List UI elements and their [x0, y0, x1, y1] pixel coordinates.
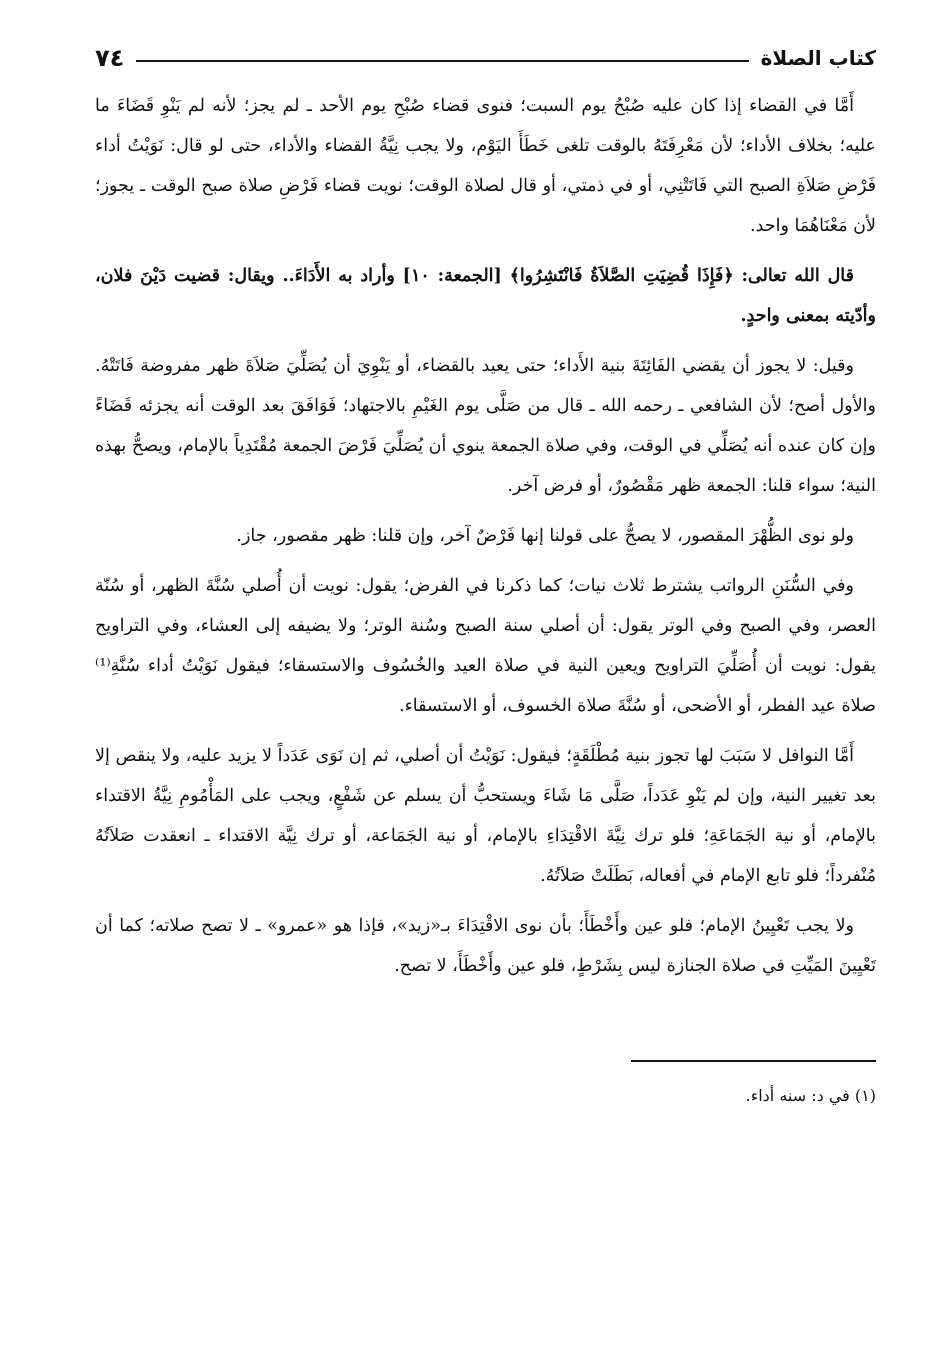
- page-number: ٧٤: [95, 44, 125, 72]
- paragraph-1: أَمَّا في القضاء إذا كان عليه صُبْحُ يوم السبت؛ فنوى قضاء صُبْحِ يوم الأحد ـ لم يجز؛ لأنه لم يَنْوِ قَضَاءَ ما عليه؛ بخلاف الأداء؛ لأن مَعْرِفَتَهُ بالوقت تلغى خَطَأَ اليَوْم، ولا يجب نِيَّةُ القضاء والأداء، حتى لو قال: نَوَيْتُ أداء فَرْضِ صَلاَةِ الصبح التي فَاتَتْنِي، أو في ذمتي، أو قال لصلاة الوقت؛ نويت قضاء فَرْضِ صلاة صبح الوقت ـ يجوز؛ لأن مَعْنَاهُمَا واحد.: [95, 96, 876, 236]
- body-text: [95, 86, 876, 986]
- running-header: [95, 38, 876, 78]
- chapter-title: كتاب الصلاة: [760, 46, 876, 70]
- paragraph-2-quran-quote: قال الله تعالى: ﴿فَإِذَا قُضِيَتِ الصَّلاَةُ فَانْتَشِرُوا﴾ [الجمعة: ١٠] وأراد به الأَدَاءَ.. ويقال: قضيت دَيْنَ فلان، وأدّيته بمعنى واحدٍ.: [95, 266, 876, 326]
- book-page: [95, 38, 876, 1344]
- footnote-rule: [631, 1060, 876, 1062]
- paragraph-7: ولا يجب تَعْيِينُ الإمام؛ فلو عين وأَخْطَأَ؛ بأن نوى الاقْتِدَاءَ بـ«زيد»، فإذا هو «عمرو» ـ لا تصح صلاته؛ كما أن تَعْيِينَ المَيِّتِ في صلاة الجنازة ليس بِشَرْطٍ، فلو عين وأَخْطَأَ، لا تصح.: [95, 916, 876, 976]
- paragraph-3: وقيل: لا يجوز أن يقضي الفَائِتَةَ بنية الأَداء؛ حتى يعيد بالقضاء، أو يَنْوِيَ أن يُصَلِّيَ صَلاَةَ ظهر مفروضة فَاتَتْهُ. والأول أصح؛ لأن الشافعي ـ رحمه الله ـ قال من صَلَّى يوم الغَيْمِ بالاجتهاد؛ فَوَافَقَ بعد الوقت أنه يجزئه قَضَاءً وإن كان عنده أنه يُصَلِّي في الوقت، وفي صلاة الجمعة ينوي أن يُصَلِّيَ فَرْضَ الجمعة مُقْتَدِياً بالإمام، ويصحُّ بهذه النية؛ سواء قلنا: الجمعة ظهر مَقْصُورٌ، أو فرض آخر.: [95, 356, 876, 496]
- paragraph-4: ولو نوى الظُّهْرَ المقصور، لا يصحُّ على قولنا إنها فَرْضٌ آخر، وإن قلنا: ظهر مقصور، جاز.: [236, 526, 854, 546]
- paragraph-5: وفي السُّنَنِ الرواتب يشترط ثلاث نيات؛ كما ذكرنا في الفرض؛ يقول: نويت أن أُصلي سُنَّةَ الظهر، أو سُنّة العصر، وفي الصبح وفي الوتر يقول: أن أصلي سنة الصبح وسُنة الوتر؛ ولا يضيفه إلى العشاء، وفي التراويح يقول: نويت أن أُصَلِّيَ التراويح ويعين النية في صلاة العيد والخُسُوف والاستسقاء؛ فيقول نَوَيْتُ أداء سُنَّةِ⁽¹⁾ صلاة عيد الفطر، أو الأضحى، أو سُنَّةَ صلاة الخسوف، أو الاستسقاء.: [95, 576, 876, 716]
- header-rule: [136, 60, 748, 62]
- paragraph-6: أَمَّا النوافل لا سَبَبَ لها تجوز بنية مُطْلَقَةٍ؛ فيقول: نَوَيْتُ أن أصلي، ثم إن نَوَى عَدَداً لا يزيد عليه، ولا ينقص إلا بعد تغيير النية، وإن لم يَنْوِ عَدَداً، صَلَّى مَا شَاءَ ويستحبُّ أن يسلم عن شَفْعٍ، ويجب على المَأْمُومِ نِيَّةُ الاقتداء بالإمام، أو نية الجَمَاعَةِ؛ فلو ترك نِيَّةَ الاقْتِدَاءِ بالإمام، أو نية الجَمَاعة، أو ترك نِيَّة الاقتداء ـ انعقدت صَلاَتُهُ مُنْفرداً؛ فلو تابع الإمام في أفعاله، بَطَلَتْ صَلاَتُهُ.: [95, 746, 876, 886]
- footnote: (١) في د: سنه أداء.: [745, 1086, 876, 1105]
